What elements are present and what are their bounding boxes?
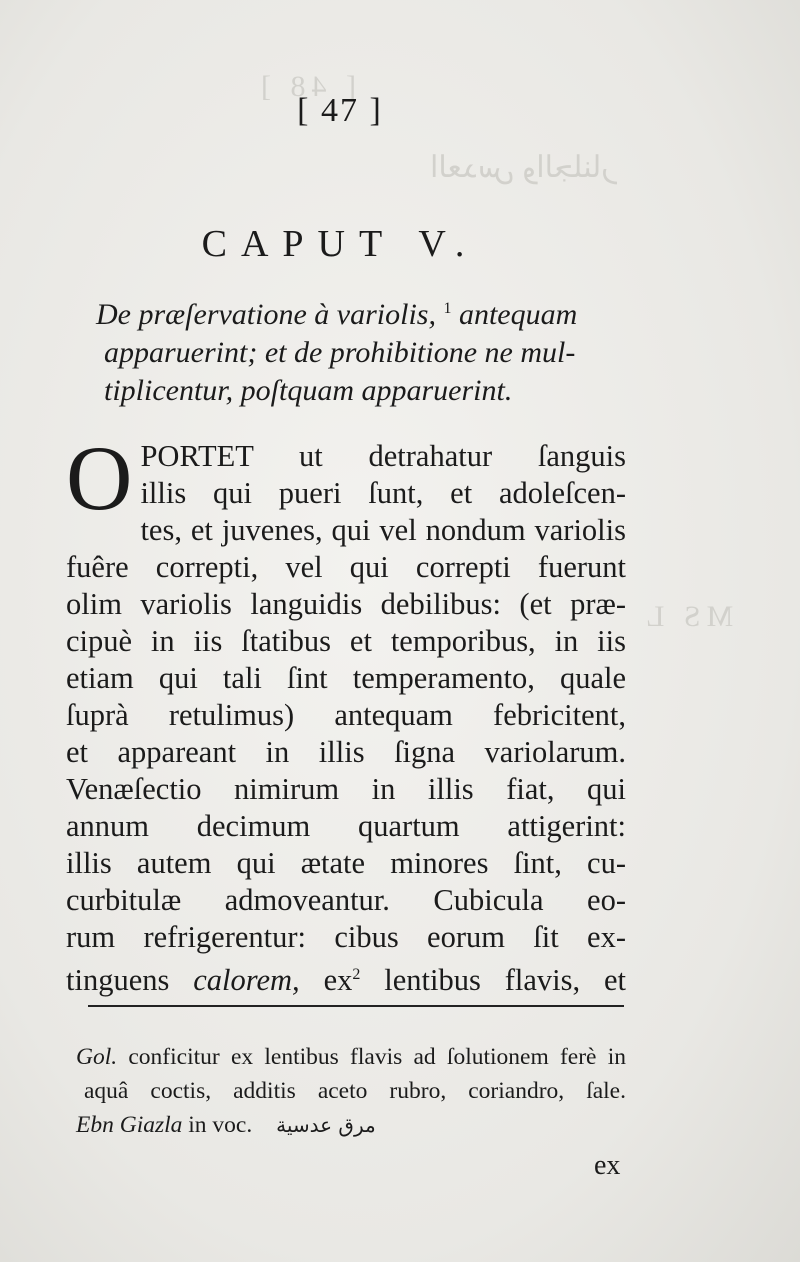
bleed-through-mark: MS L xyxy=(640,600,734,633)
body-line: olim variolis languidis debilibus: (et præ- xyxy=(66,587,626,621)
heading-line-2: apparuerint; et de prohibitione ne mul- xyxy=(104,336,576,369)
chapter-heading xyxy=(96,290,656,410)
body-line: etiam qui tali ſint temperamento, quale xyxy=(66,661,626,695)
body-line: ſuprà retulimus) antequam febricitent, xyxy=(66,698,626,732)
body-text-fragment: tinguens xyxy=(66,963,170,998)
body-line: cipuè in iis ſtatibus et temporibus, in iis xyxy=(66,624,626,658)
body-line: annum decimum quartum attigerint: xyxy=(66,809,626,843)
body-line: Venæſectio nimirum in illis fiat, qui xyxy=(66,772,626,806)
footnote-mark: 1 xyxy=(443,300,452,317)
footnote-rule xyxy=(88,1005,624,1007)
heading-line-1 xyxy=(96,290,656,334)
body-line: tes, et juvenes, qui vel nondum variolis xyxy=(140,513,626,547)
footnote-text: conficitur ex lentibus flavis ad ſolutionem ferè in xyxy=(128,1044,627,1070)
footnote-source: Gol. xyxy=(76,1044,118,1070)
body-line: illis qui pueri ſunt, et adoleſcen- xyxy=(140,476,626,510)
heading-line-3: tiplicentur, poſtquam apparuerint. xyxy=(104,374,513,407)
body-line: fuêre correpti, vel qui correpti fuerunt xyxy=(66,550,626,584)
drop-cap: O xyxy=(66,427,133,529)
heading-text: antequam xyxy=(458,298,578,331)
bleed-through-mark: ﺍﻟﻌﺪﺱ ﻭﺍﻟﺠﻠﻨﺎﺭ xyxy=(430,151,616,184)
page-number: [ 47 ] xyxy=(297,92,383,129)
body-text-fragment: lentibus flavis, et xyxy=(384,963,627,998)
footnote-line-2: aquâ coctis, additis aceto rubro, coriandro, ſale. xyxy=(84,1078,626,1104)
body-line: PORTET ut detrahatur ſanguis xyxy=(140,439,626,473)
body-line: rum refrigerentur: cibus eorum ſit ex- xyxy=(66,920,626,954)
body-line: et appareant in illis ſigna variolarum. xyxy=(66,735,626,769)
footnote-line-1 xyxy=(76,1040,626,1074)
footnote-mark: 2 xyxy=(352,966,361,983)
heading-text: De præſervatione à variolis, xyxy=(96,298,436,331)
catchword: ex xyxy=(594,1150,621,1181)
body-line: illis autem qui ætate minores ſint, cu- xyxy=(66,846,626,880)
footnote-source: Ebn Giazla xyxy=(76,1112,183,1138)
body-line-last xyxy=(66,956,626,999)
body-line: curbitulæ admoveantur. Cubicula eo- xyxy=(66,883,626,917)
footnote-arabic: مرق عدسية xyxy=(276,1113,376,1137)
footnote-text: in voc. xyxy=(188,1112,253,1138)
footnote-line-3 xyxy=(76,1108,626,1142)
footnotes xyxy=(76,1040,626,1142)
body-text-italic: calorem, xyxy=(193,963,300,998)
body-text xyxy=(66,427,627,999)
chapter-title: CAPUT V. xyxy=(201,223,479,265)
bleed-through-mark: [ 48 ] xyxy=(255,70,356,103)
body-text-fragment: ex xyxy=(323,963,353,998)
